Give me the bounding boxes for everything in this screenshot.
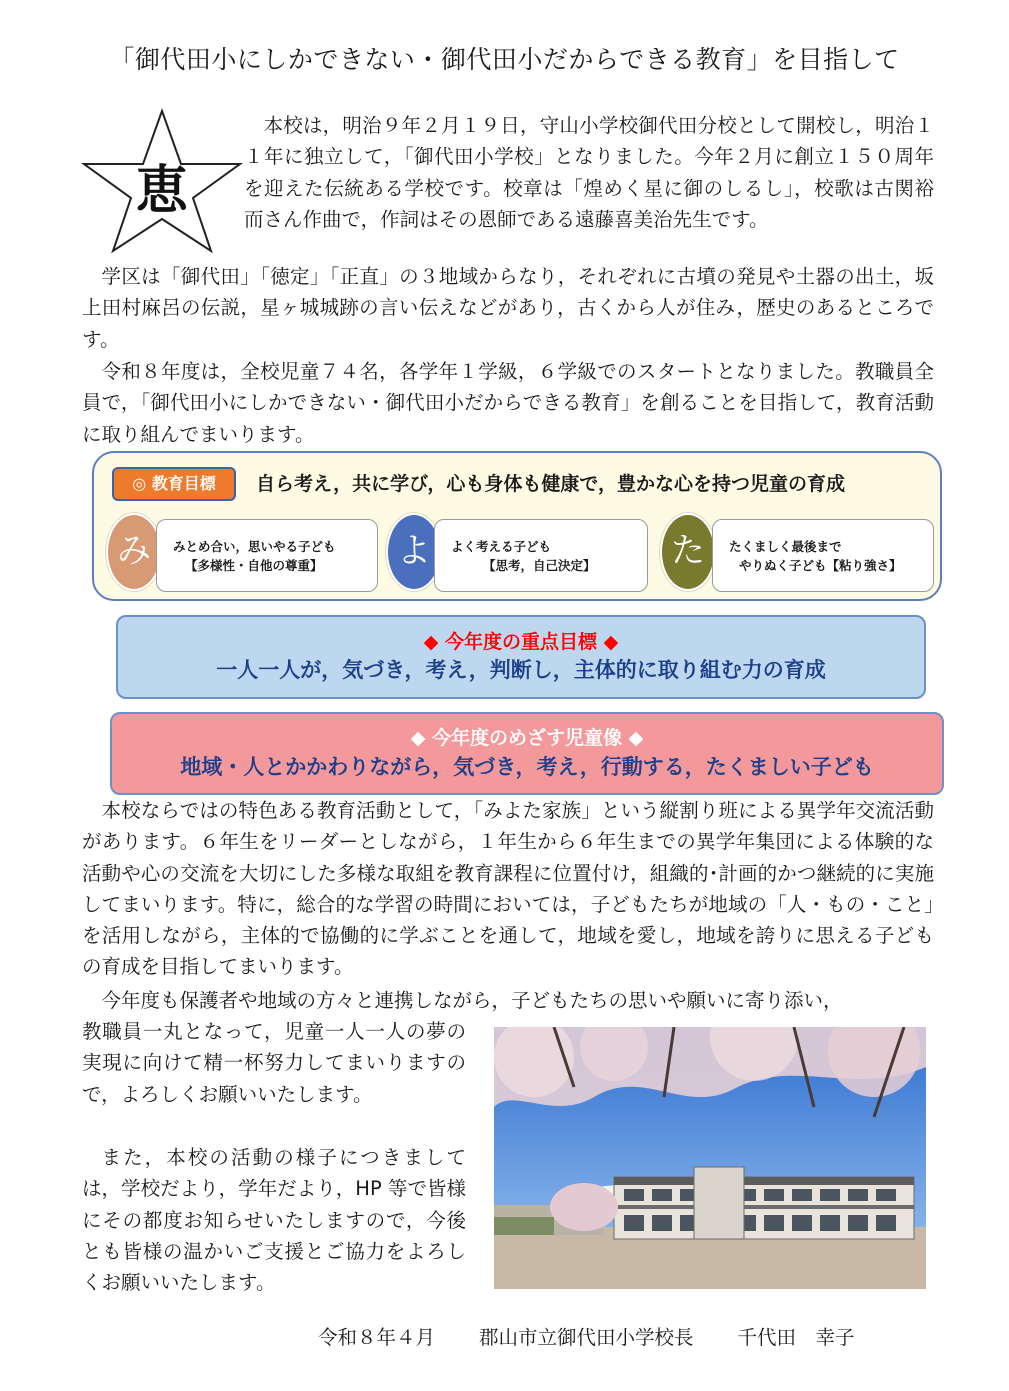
focus-goal-heading: ◆ 今年度の重点目標 ◆ — [423, 631, 619, 653]
goal-mi-card — [156, 519, 378, 592]
newsletter-paragraph: また，本校の活動の様子につきましては，学校だより，学年だより，HP 等で皆様にその都度お知らせいたしますので，今後とも皆様の温かいご支援とご協力をよろしくお願いいたします。 — [82, 1146, 466, 1295]
cooperation-paragraph: 今年度も保護者や地域の方々と連携しながら，子どもたちの思いや願いに寄り添い， — [101, 989, 843, 1012]
enrollment-paragraph: 令和８年度は，全校児童７４名，各学年１学級，６学級でのスタートとなりました。教職員全員で，「御代田小にしかできない・御代田小だからできる教育」を創ることを目指して，教育活動に取り組んでまいります。 — [82, 360, 934, 446]
goal-mi-line1: みとめ合い，思いやる子ども — [173, 539, 336, 554]
signature-date: 令和８年４月 — [318, 1326, 436, 1349]
intro-paragraph: 本校は，明治９年２月１９日，守山小学校御代田分校として開校し，明治１１年に独立して，「御代田小学校」となりました。今年２月に創立１５０周年を迎えた伝統ある学校です。校章は「煌めく星に御のしるし」，校歌は古関裕而さん作曲で，作詞はその恩師である遠藤喜美治先生です。 — [244, 114, 934, 231]
school-building-photo — [494, 1027, 926, 1289]
page-title: 「御代田小にしかできない・御代田小だからできる教育」を目指して — [109, 45, 900, 74]
child-image-text: 地域・人とかかわりながら，気づき，考え，行動する，たくましい子ども — [180, 755, 874, 779]
signature-line — [318, 1322, 855, 1350]
school-star-emblem-icon — [80, 108, 244, 254]
goal-ta-line1: たくましく最後まで — [729, 539, 842, 554]
goal-ta-card — [712, 519, 934, 592]
education-goal-box — [92, 451, 942, 601]
education-goal-tag: ◎ 教育目標 — [112, 467, 236, 501]
district-paragraph: 学区は「御代田」「徳定」「正直」の３地域からなり，それぞれに古墳の発見や土器の出土，坂上田村麻呂の伝説，星ヶ城城跡の言い伝えなどがあり，古くから人が住み，歴史のあるところです。 — [82, 265, 934, 351]
goal-ta-badge: た — [660, 513, 716, 591]
focus-goal-text: 一人一人が，気づき，考え，判断し，主体的に取り組む力の育成 — [216, 658, 826, 682]
school-emblem — [80, 108, 244, 254]
signature-name: 千代田 幸子 — [737, 1326, 855, 1349]
goal-yo-badge: よ — [386, 513, 442, 591]
school-building-cherry-blossom-photo — [494, 1027, 926, 1289]
goal-yo-line1: よく考える子ども — [451, 539, 552, 554]
goal-ta-line2: やりぬく子ども【粘り強さ】 — [739, 558, 902, 573]
goal-yo-card — [434, 519, 648, 592]
effort-paragraph: 教職員一丸となって，児童一人一人の夢の実現に向けて精一杯努力してまいりますので，よろしくお願いいたします。 — [82, 1020, 466, 1106]
activities-paragraph: 本校ならではの特色ある教育活動として，「みよた家族」という縦割り班による異学年交流活動があります。６年生をリーダーとしながら，１年生から６年生までの異学年集団による体験的な活動や心の交流を大切にした多様な取組を教育課程に位置付け，組織的･計画的かつ継続的に実施してまいります。特に，総合的な学習の時間においては，子どもたちが地域の「人・もの・こと」を活用しながら，主体的で協働的に学ぶことを通して，地域を愛し，地域を誇りに思える子どもの育成を目指してまいります。 — [82, 799, 934, 979]
education-goal-text: 自ら考え，共に学び，心も身体も健康で，豊かな心を持つ児童の育成 — [256, 473, 846, 495]
signature-school: 郡山市立御代田小学校長 — [479, 1326, 694, 1349]
goal-mi-line2: 【多様性・自他の尊重】 — [185, 558, 323, 573]
emblem-glyph: 恵 — [135, 161, 189, 221]
child-image-heading: ◆ 今年度のめざす児童像 ◆ — [410, 727, 644, 749]
goal-mi-badge: み — [106, 513, 162, 591]
focus-goal-box — [116, 615, 926, 699]
goal-yo-line2: 【思考，自己決定】 — [483, 558, 596, 573]
child-image-box — [110, 712, 944, 795]
